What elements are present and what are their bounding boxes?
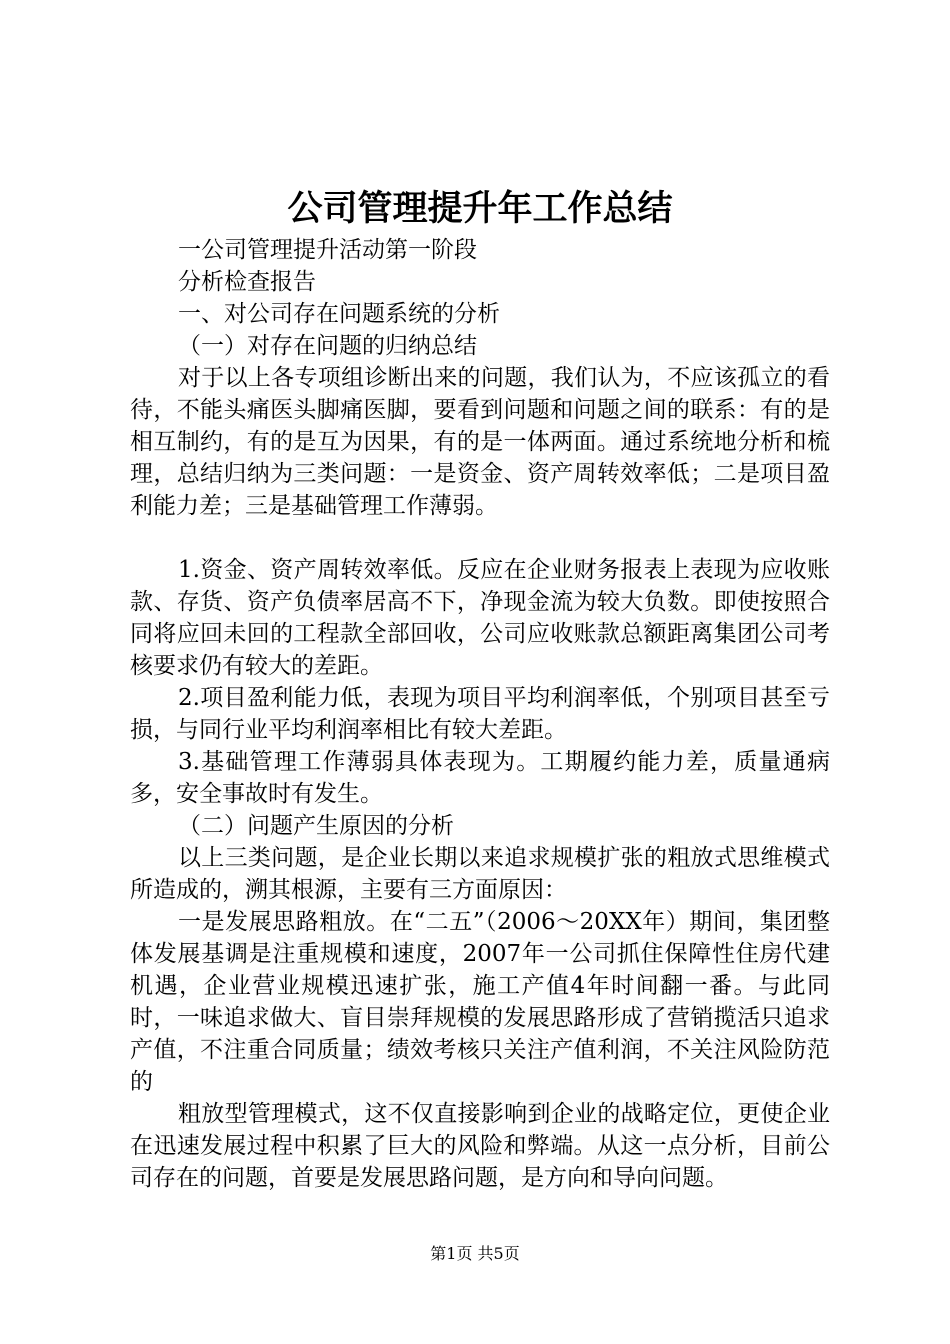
- subsection-heading: （二）问题产生原因的分析: [178, 813, 454, 839]
- list-item: 3.基础管理工作薄弱具体表现为。工期履约能力差，质量通病多，安全事故时有发生。: [130, 749, 830, 807]
- section-heading: 一、对公司存在问题系统的分析: [178, 301, 500, 327]
- list-item: 2.项目盈利能力低，表现为项目平均利润率低，个别项目甚至亏损，与同行业平均利润率相比有较大差距。: [130, 685, 830, 743]
- paragraph: 粗放型管理模式，这不仅直接影响到企业的战略定位，更使企业在迅速发展过程中积累了巨大的风险和弊端。从这一点分析，目前公司存在的问题，首要是发展思路问题，是方向和导向问题。: [130, 1101, 830, 1191]
- paragraph: 一公司管理提升活动第一阶段: [178, 237, 477, 263]
- document-body: [130, 234, 830, 1194]
- list-item: 1.资金、资产周转效率低。反应在企业财务报表上表现为应收账款、存货、资产负债率居高不下，净现金流为较大负数。即使按照合同将应回未回的工程款全部回收，公司应收账款总额距离集团公司考核要求仍有较大的差距。: [130, 557, 830, 679]
- page-footer: 第1页 共5页: [430, 1244, 520, 1263]
- paragraph: 分析检查报告: [178, 269, 316, 295]
- subsection-heading: （一）对存在问题的归纳总结: [178, 333, 477, 359]
- document-page: [130, 0, 830, 1344]
- paragraph: 以上三类问题，是企业长期以来追求规模扩张的粗放式思维模式所造成的，溯其根源，主要有三方面原因：: [130, 845, 830, 903]
- paragraph: 对于以上各专项组诊断出来的问题，我们认为，不应该孤立的看待，不能头痛医头脚痛医脚，要看到问题和问题之间的联系：有的是相互制约，有的是互为因果，有的是一体两面。通过系统地分析和梳理，总结归纳为三类问题：一是资金、资产周转效率低；二是项目盈利能力差；三是基础管理工作薄弱。: [130, 365, 830, 519]
- document-title: 公司管理提升年工作总结: [287, 188, 673, 229]
- paragraph: 一是发展思路粗放。在“二五”（2006～20XX年）期间，集团整体发展基调是注重规模和速度，2007年一公司抓住保障性住房代建机遇，企业营业规模迅速扩张，施工产值4年时间翻一番。与此同时，一味追求做大、盲目崇拜规模的发展思路形成了营销揽活只追求产值，不注重合同质量；绩效考核只关注产值利润，不关注风险防范的: [130, 909, 830, 1095]
